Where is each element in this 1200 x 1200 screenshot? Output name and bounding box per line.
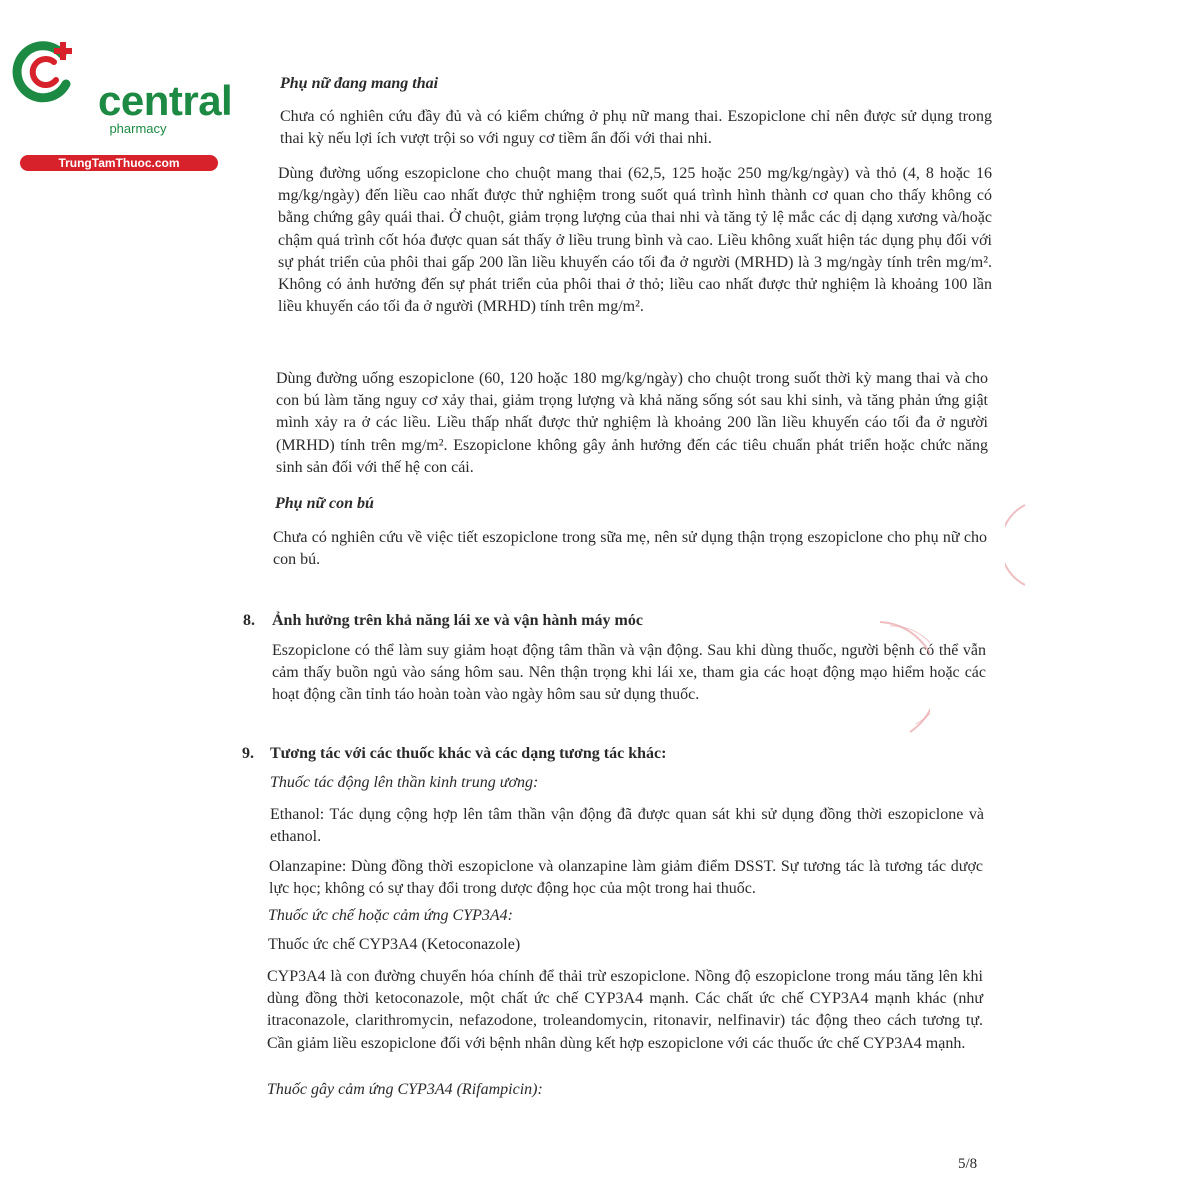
- cyp3a4-inhibitor-label: Thuốc ức chế CYP3A4 (Ketoconazole): [268, 936, 521, 953]
- section-9-number: 9.: [242, 745, 254, 762]
- brand-subtitle: pharmacy: [109, 121, 167, 136]
- section-8-title: Ảnh hưởng trên khả năng lái xe và vận hành máy móc: [272, 612, 643, 629]
- section-8-number: 8.: [243, 612, 255, 629]
- brand-url-badge: TrungTamThuoc.com: [20, 155, 218, 171]
- pregnancy-paragraph-2: Dùng đường uống eszopiclone cho chuột mang thai (62,5, 125 hoặc 250 mg/kg/ngày) và thỏ (4, 8 hoặc 16 mg/kg/ngày) đến liều cao nhất được thử nghiệm trong suốt quá trình hình thành cơ quan cho thấy không có bằng chứng gây quái thai. Ở chuột, giảm trọng lượng của thai nhi và tăng tỷ lệ mắc các dị dạng xương và/hoặc chậm quá trình cốt hóa được quan sát thấy ở liều trung bình và cao. Liều không xuất hiện tác dụng phụ đối với sự phát triển của phôi thai gấp 200 lần liều khuyến cáo tối đa ở người (MRHD) là 3 mg/ngày tính trên mg/m². Không có ảnh hưởng đến sự phát triển của phôi thai ở thỏ; liều cao nhất được thử nghiệm là khoảng 100 lần liều khuyến cáo tối đa ở người (MRHD) tính trên mg/m².: [278, 165, 992, 316]
- logo-c-cross-icon: [10, 36, 80, 106]
- cns-drugs-heading: Thuốc tác động lên thần kinh trung ương:: [270, 774, 539, 791]
- pregnancy-paragraph-3: Dùng đường uống eszopiclone (60, 120 hoặc 180 mg/kg/ngày) cho chuột trong suốt thời kỳ mang thai và cho con bú làm tăng nguy cơ xảy thai, giảm trọng lượng và khả năng sống sót sau khi sinh, và tăng phản ứng giật mình xảy ra ở các liều. Liều thấp nhất được thử nghiệm là khoảng 200 lần liều khuyến cáo tối đa ở người (MRHD) tính trên mg/m². Eszopiclone không gây ảnh hưởng đến các tiêu chuẩn phát triển hoặc chức năng sinh sản đối với thế hệ con cái.: [276, 370, 988, 476]
- brand-name: central: [98, 77, 233, 124]
- cyp3a4-paragraph: CYP3A4 là con đường chuyển hóa chính để thải trừ eszopiclone. Nồng độ eszopiclone trong máu tăng lên khi dùng đồng thời ketoconazole, một chất ức chế CYP3A4 mạnh. Các chất ức chế CYP3A4 mạnh khác (như itraconazole, clarithromycin, nefazodone, troleandomycin, ritonavir, nelfinavir) tác động theo cách tương tự. Cần giảm liều eszopiclone đối với bệnh nhân dùng kết hợp eszopiclone với các thuốc ức chế CYP3A4 mạnh.: [267, 968, 983, 1052]
- ethanol-paragraph: Ethanol: Tác dụng cộng hợp lên tâm thần vận động đã được quan sát khi sử dụng đồng thời eszopiclone và ethanol.: [270, 806, 984, 846]
- cyp3a4-heading: Thuốc ức chế hoặc cảm ứng CYP3A4:: [268, 907, 513, 924]
- red-stamp-mark: [870, 612, 930, 742]
- central-pharmacy-logo: [10, 36, 233, 170]
- section-8-paragraph: Eszopiclone có thể làm suy giảm hoạt động tâm thần và vận động. Sau khi dùng thuốc, người bệnh có thể vẫn cảm thấy buồn ngủ vào sáng hôm sau. Nên thận trọng khi lái xe, tham gia các hoạt động mạo hiểm hoặc các hoạt động cần tỉnh táo hoàn toàn vào ngày hôm sau sử dụng thuốc.: [272, 642, 986, 704]
- cyp3a4-inducer-heading: Thuốc gây cảm ứng CYP3A4 (Rifampicin):: [267, 1081, 543, 1098]
- lactation-heading: Phụ nữ con bú: [275, 495, 374, 512]
- pregnancy-heading: Phụ nữ đang mang thai: [280, 75, 439, 92]
- olanzapine-paragraph: Olanzapine: Dùng đồng thời eszopiclone và olanzapine làm giảm điểm DSST. Sự tương tác là tương tác dược lực học; không có sự thay đổi trong dược động học của một trong hai thuốc.: [269, 858, 983, 898]
- lactation-paragraph: Chưa có nghiên cứu về việc tiết eszopiclone trong sữa mẹ, nên sử dụng thận trọng eszopiclone cho phụ nữ cho con bú.: [273, 529, 987, 569]
- page-number: 5/8: [958, 1156, 978, 1172]
- section-9-title: Tương tác với các thuốc khác và các dạng tương tác khác:: [270, 745, 667, 762]
- red-stamp-edge: [1005, 500, 1030, 590]
- pregnancy-paragraph-1: Chưa có nghiên cứu đầy đủ và có kiểm chứng ở phụ nữ mang thai. Eszopiclone chỉ nên được sử dụng trong thai kỳ nếu lợi ích vượt trội so với nguy cơ tiềm ẩn đối với thai nhi.: [280, 108, 992, 148]
